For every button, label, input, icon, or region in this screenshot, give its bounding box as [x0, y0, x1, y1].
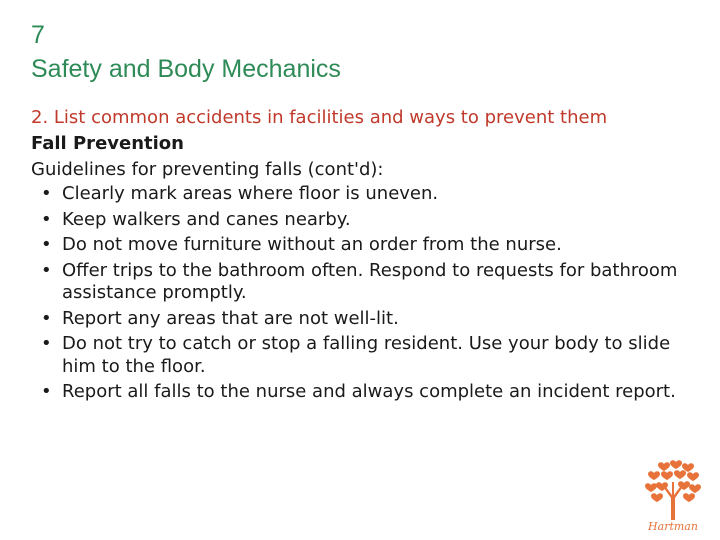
- learning-objective: 2. List common accidents in facilities and ways to prevent them: [31, 107, 608, 128]
- chapter-title: Safety and Body Mechanics: [31, 55, 341, 83]
- hartman-logo: [642, 458, 704, 536]
- list-item: • Do not move furniture without an order from the nurse.: [62, 234, 701, 257]
- chapter-number: 7: [31, 21, 45, 49]
- slide-content: [31, 105, 701, 407]
- list-item: • Do not try to catch or stop a falling resident. Use your body to slide him to the floor.: [62, 333, 701, 378]
- list-item: • Keep walkers and canes nearby.: [62, 209, 701, 232]
- logo-text: Hartman: [648, 520, 698, 533]
- intro-text: Guidelines for preventing falls (cont'd):: [31, 159, 384, 180]
- list-item: • Report all falls to the nurse and always complete an incident report.: [62, 381, 701, 404]
- heart-tree-icon: [642, 458, 704, 520]
- list-item: • Clearly mark areas where floor is uneven.: [62, 183, 701, 206]
- section-heading: Fall Prevention: [31, 133, 184, 154]
- guideline-list: [31, 183, 701, 404]
- list-item: • Report any areas that are not well-lit.: [62, 308, 701, 331]
- list-item: • Offer trips to the bathroom often. Respond to requests for bathroom assistance promptly.: [62, 260, 701, 305]
- slide-header: [31, 18, 341, 86]
